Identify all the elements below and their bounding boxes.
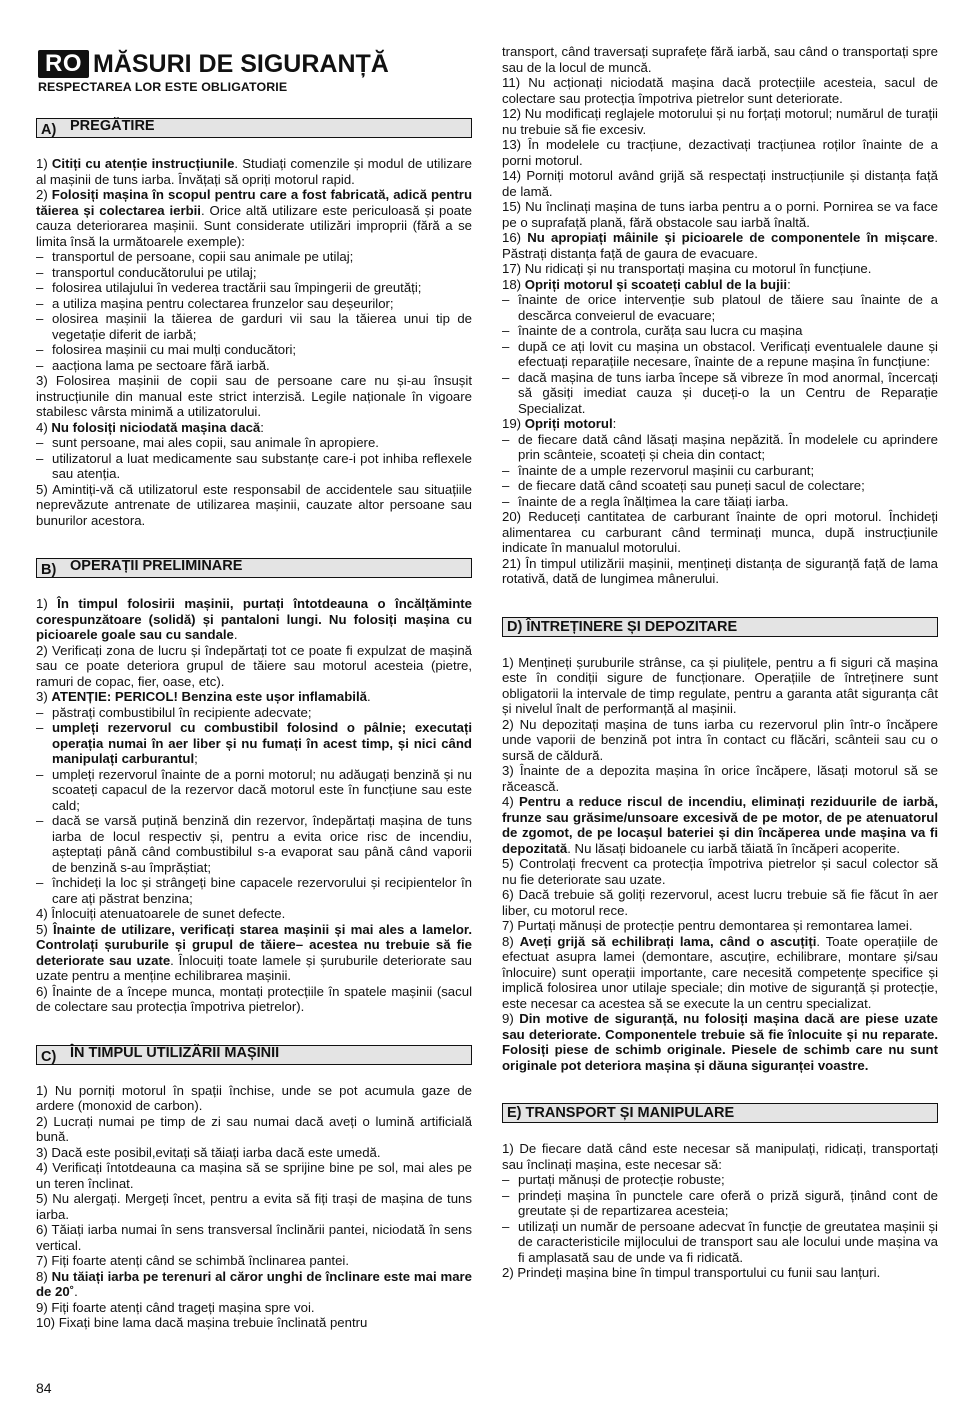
text-run: 5) Nu alergați. Mergeți încet, pentru a evita să fiți trași de mașina de tuns iarba. [36,1191,472,1222]
list-item [36,451,472,482]
paragraph [36,1315,472,1331]
list-item [36,249,472,265]
paragraph [36,643,472,690]
text-run: 2) [36,187,52,202]
text-run: . [233,627,238,642]
section-b-heading [36,558,472,578]
text-run: purtați mănuși de protecție robuste; [518,1172,725,1187]
text-run: umpleți rezervorul înainte de a porni motorul; nu adăugați benzină și nu scoateți capacul de la rezervor dacă motorul este în funcțiune sau este cald; [52,766,472,813]
text-run: . Înlocuiți toate lamele și șuruburile deteriorate sau uzate pentru a menține echilibrarea mașinii. [36,952,472,983]
text-run: de fiecare dată când scoateți sau puneți sacul de colectare; [518,478,865,493]
bold-text: Nu folosiți niciodată mașina dacă [51,419,261,435]
text-run: . [74,1284,78,1299]
text-run: 7) Purtați mănuși de protecție pentru demontarea și remontarea lamei. [502,918,913,933]
paragraph [502,230,938,261]
text-run: 7) Fiți foarte atenți când se schimbă înclinarea pantei. [36,1253,350,1268]
list-item [502,432,938,463]
paragraph [36,373,472,420]
left-column [36,118,472,1331]
text-run: 1) De fiecare dată când este necesar să manipulați, ridicați, transportați sau înclinați mașina, este necesar să: [502,1141,938,1172]
text-run: de fiecare dată când lăsați mașina nepăzită. În modelele cu aprindere prin scânteie, scoateți și cheia din contact; [518,431,938,462]
text-run: . Nu lăsați bidoanele cu iarbă tăiată în încăperi acoperite. [567,840,901,856]
bold-text: Din motive de siguranță, nu folosiți mașina dacă are piese uzate sau deteriorate. Componentele trebuie să fie înlocuite și nu reparate. Folosiți piese de schimb originale. Piesele de schimb care nu sunt originale pot deteriora mașina și dăuna siguranței voastre. [502,1011,938,1073]
text-run: 1) Mențineți șuruburile strânse, ca și piulițele, pentru a fi siguri că mașina este în condiții sigure de funcționare. Operațiile de întreținere sunt obligatorii la intervale de timp regulate, pentru a garanta atât siguranța cât și nivelul înalt de performanță al mașinii. [502,654,938,716]
paragraph [502,887,938,918]
list-item [36,875,472,906]
section-letter: B) [41,562,57,578]
text-run: sunt persoane, mai ales copii, sau animale în apropiere. [52,435,379,450]
text-run: 4) Verificați întotdeauna ca mașina să se sprijine bine pe sol, mai ales pe un teren înclinat. [36,1160,472,1191]
page-title: MĂSURI DE SIGURANȚĂ [93,50,389,78]
paragraph [502,277,938,293]
paragraph [502,918,938,934]
paragraph [502,556,938,587]
text-run: 14) Porniți motorul având grijă să respectați instrucțiunile și distanța față de lamă. [502,168,938,199]
text-run: înainte de a controla, curăța sau lucra cu mașina [518,323,803,338]
section-title: D) ÎNTREȚINERE ȘI DEPOZITARE [507,618,738,635]
paragraph [36,1145,472,1161]
paragraph [502,75,938,106]
text-run: înainte de a umple rezervorul mașinii cu carburant; [518,462,815,478]
page-number: 84 [36,1380,52,1396]
section-letter: A) [41,122,57,138]
paragraph [36,596,472,643]
list-item [502,370,938,417]
list-item [36,705,472,721]
section-e-heading [502,1103,938,1123]
text-run: olosirea mașinii la tăierea de garduri vii sau la tăierea unui tip de vegetație diferit de iarbă; [52,311,472,342]
text-run: 2) Prindeți mașina bine în timpul transportului cu funii sau lanțuri. [502,1265,881,1280]
paragraph [502,106,938,137]
list-item [502,323,938,339]
text-run: 1) Nu porniți motorul în spații închise, unde se pot acumula gaze de ardere (monoxid de carbon). [36,1082,472,1113]
text-run: 16) [502,230,528,245]
text-run: 1) [36,596,58,611]
list-item [36,280,472,296]
text-run: înainte de a regla înălțimea la care tăiați iarba. [518,493,789,509]
section-c-heading [36,1045,472,1065]
bold-text: Nu tăiați iarba pe terenuri al căror unghi de înclinare este mai mare de 20˚ [36,1268,473,1299]
text-run: 3) Folosirea mașinii de copii sau de persoane care nu și-au însușit instrucțiunile din manual este strict interzisă. Legile naționale în vigoare stabilesc vârsta minimă a utilizatorului. [36,373,472,419]
text-run: 18) [502,276,525,292]
right-column [502,44,938,1281]
paragraph [36,1300,472,1316]
list-item [502,1172,938,1188]
paragraph [502,168,938,199]
text-run: 15) Nu înclinați mașina de tuns iarba pentru a o porni. Pornirea se va face pe o suprafață plană, fără obstacole sau iarbă înaltă. [502,199,938,230]
text-run: 17) Nu ridicați și nu transportați mașina cu motorul în funcțiune. [502,261,872,276]
language-badge: RO [38,50,89,78]
paragraph [502,137,938,168]
section-title: ÎN TIMPUL UTILIZĂRII MAȘINII [70,1044,280,1061]
list-item [502,494,938,510]
bold-text: Pentru a reduce riscul de incendiu, eliminați reziduurile de iarbă, frunze sau grăsime/unsoare excesivă de pe motor, de pe atenuatorul de zgomot, de pe locașul bateriei și din încăperea unde mașina va fi depozitată [502,794,939,856]
bold-text: În timpul folosirii mașinii, purtați întotdeauna o încălțăminte corespunzătoare (solidă) și pantaloni lungi. Nu folosiți mașina cu picioarele goale sau cu sandale [36,596,472,642]
paragraph [502,1265,938,1281]
text-run: 8) [502,933,520,949]
list-item [36,311,472,342]
text-run: . Toate operațiile de efectuat asupra lamei (demontare, ascuțire, echilibrare, montare și/sau înlocuire) sunt operații importante, care necesită competențe specifice și implică folosirea unor utilaje speciale; din motive de siguranță și protecție, este necesar ca acestea să se execute la un centru specializat. [502,933,938,1011]
text-run: 19) [502,416,525,431]
list-item [502,1188,938,1219]
section-letter: C) [41,1048,57,1065]
section-b-body [36,596,472,1015]
text-run: 3) [36,689,52,704]
text-run: folosirea utilajului în vederea tractării sau împingerii de greutăți; [52,280,422,295]
paragraph [502,794,938,856]
paragraph [502,655,938,717]
text-run: dacă mașina de tuns iarba începe să vibreze în mod anormal, încercați să găsiți imediat cauza și duceți-o la un Centru de Reparație Specializat. [518,369,938,416]
text-run: transport, când traversați suprafețe fără iarbă, sau când o transportați spre sau de la locul de muncă. [502,44,938,75]
text-run: 2) Lucrați numai pe timp de zi sau numai dacă aveți o lumină artificială bună. [36,1113,472,1144]
paragraph [502,509,938,556]
text-run: 4) [36,419,52,435]
text-run: 13) În modelele cu tracțiune, dezactivați tracțiunea roților înainte de a porni motorul. [502,137,938,168]
text-run: 9) [502,1011,520,1026]
text-run: 8) [36,1268,52,1284]
paragraph [502,416,938,432]
paragraph [36,1114,472,1145]
section-c-body [36,1083,472,1331]
bold-text: Opriți motorul și scoateți cablul de la bujii [524,276,788,292]
bold-text: ATENȚIE: PERICOL! Benzina este ușor inflamabilă [51,689,367,704]
text-run: transportul conducătorului pe utilaj; [52,264,257,280]
section-title: PREGĂTIRE [70,118,155,134]
list-item [36,265,472,281]
paragraph [36,156,472,187]
text-run: 20) Reduceți cantitatea de carburant înainte de opri motorul. Închideți alimentarea cu carburant când terminați munca, după instrucțiunile indicate în manualul motorului. [502,509,938,555]
paragraph [36,1191,472,1222]
text-run: : [260,419,264,435]
text-run: 12) Nu modificați reglajele motorului și nu forțați motorul; numărul de turații nu trebuie să fie excesiv. [502,106,938,137]
text-run: folosirea mașinii cu mai mulți conducători; [52,342,297,357]
text-run: 6) Înainte de a începe munca, montați protecțiile în spatele mașinii (sacul de colectare sau protecția împotriva pietrelor). [36,983,472,1014]
text-run: 9) Fiți foarte atenți când trageți mașina spre voi. [36,1299,315,1315]
text-run: 3) Dacă este posibil,evitați să tăiați iarba dacă este umedă. [36,1144,381,1160]
text-run: : [787,276,791,292]
text-run: transportul de persoane, copii sau animale pe utilaj; [52,249,354,264]
text-run: . Păstrați distanța față de gaura de evacuare. [502,230,938,261]
text-run: 10) Fixați bine lama dacă mașina trebuie înclinată pentru [36,1315,368,1330]
text-run: 6) Tăiați iarba numai în sens transversal înclinării pantei, niciodată în sens vertical. [36,1222,472,1253]
paragraph [502,199,938,230]
paragraph [36,689,472,705]
paragraph [502,44,938,75]
list-item [502,1219,938,1266]
list-item [36,720,472,767]
list-item [502,292,938,323]
bold-text: Aveți grijă să echilibrați lama, când o ascuțiți [519,933,817,949]
text-run: 2) Nu depozitați mașina de tuns iarba cu rezervorul plin într-o încăpere unde vaporii de benzină pot intra în contact cu flăcări, scânteii sau cu o sursă de căldură. [502,716,938,763]
text-run: utilizați un număr de persoane adecvat în funcție de greutatea mașinii și de caracteristicile mijlocului de transport sau ale locului unde mașina va fi amplasată sau de unde va fi ridicată. [518,1218,938,1265]
paragraph [36,984,472,1015]
section-title: OPERAȚII PRELIMINARE [70,558,243,574]
bold-text: Opriți motorul [524,416,613,431]
paragraph [502,717,938,764]
paragraph [36,906,472,922]
text-run: ; [194,751,198,766]
paragraph [502,856,938,887]
text-run: a utiliza mașina pentru colectarea frunzelor sau deșeurilor; [52,295,394,311]
paragraph [502,1141,938,1172]
list-item [36,342,472,358]
text-run: 4) Înlocuiți atenuatoarele de sunet defecte. [36,906,286,921]
text-run: 21) În timpul utilizării mașinii, mențineți distanța de siguranță față de lama rotativă, dată de lungimea mânerului. [502,555,938,586]
text-run: 5) Amintiți-vă că utilizatorul este responsabil de accidentele sau situațiile neprevăzute antrenate de utilizarea mașinii, cauzate altor persoane sau bunurilor acestora. [36,481,472,528]
text-run: 2) Verificați zona de lucru și îndepărtați tot ce poate fi expulzat de mașină sau ce poate deteriora grupul de tăiere sau motorul acesteia (pietre, ramuri de copac, fier, oase, etc). [36,642,472,689]
section-title: E) TRANSPORT ȘI MANIPULARE [507,1105,735,1121]
page-subtitle: RESPECTAREA LOR ESTE OBLIGATORIE [38,80,288,94]
list-item [502,478,938,494]
paragraph [36,1269,472,1300]
paragraph [36,1253,472,1269]
text-run: prindeți mașina în punctele care oferă o priză sigură, ținând cont de greutate și de repartizarea acesteia; [518,1187,938,1218]
text-run: . Studiați comenzile și modul de utilizare al mașinii de tuns iarba. Învățați să opriți motorul rapid. [36,156,472,187]
bold-text: Înainte de utilizare, verificați starea mașinii și mai ales a lamelor. Controlați șuruburile și grupul de tăiere– acestea nu trebuie să fie deteriorate sau uzate [36,921,473,968]
list-item [36,435,472,451]
section-d-body [502,655,938,1074]
text-run: 4) [502,794,519,809]
text-run: după ce ați lovit cu mașina un obstacol. Verificați eventualele daune și efectuați reparațiile necesare, înainte de a repune mașina în funcțiune: [518,338,938,369]
list-item [502,339,938,370]
text-run: . [366,689,371,704]
list-item [502,463,938,479]
text-run: închideți la loc și strângeți bine capacele rezervorului și recipientelor în care ați păstrat benzina; [52,875,472,906]
paragraph [502,261,938,277]
text-run: dacă se varsă puțină benzină din rezervor, îndepărtați mașina de tuns iarba de locul respectiv și, pentru a evita orice risc de incendiu, așteptați până când combustibilul s-a evaporat sau până când vaporii de benzină s-au împrăștiat; [52,813,472,875]
text-run: utilizatorul a luat medicamente sau substanțe care-i pot inhiba reflexele sau atenția. [52,450,472,481]
paragraph [36,1083,472,1114]
text-run: 11) Nu acționați niciodată mașina dacă protecțiile acesteia, sacul de colectare sau protecția împotriva pietrelor sunt deteriorate. [502,75,938,106]
section-a-heading [36,118,472,138]
text-run: aacționa lama pe sectoare fără iarbă. [52,357,270,373]
section-a-body [36,156,472,528]
bold-text: Folosiți mașina în scopul pentru care a fost fabricată, adică pentru tăierea și colectarea ierbii [36,187,472,218]
paragraph [502,934,938,1012]
paragraph [36,1160,472,1191]
paragraph [36,187,472,249]
paragraph [502,763,938,794]
text-run: 1) [36,156,52,171]
bold-text: Nu apropiați mâinile și picioarele de componentele în mișcare [527,230,935,245]
paragraph [36,922,472,984]
paragraph [36,1222,472,1253]
paragraph [36,482,472,529]
section-e-body [502,1141,938,1281]
list-item [36,296,472,312]
text-run: păstrați combustibilul în recipiente adecvate; [52,704,312,720]
text-run: înainte de orice intervenție sub platoul de tăiere sau înainte de a descărca conveierul de evacuare; [518,292,938,323]
section-c-continued [502,44,938,587]
paragraph [36,420,472,436]
list-item [36,813,472,875]
list-item [36,767,472,814]
text-run: . Orice altă utilizare este periculoasă și poate cauza deteriorarea mașinii. Sunt considerate utilizări improprii (fără a se limita însă la următoarele exemple): [36,202,472,249]
paragraph [502,1011,938,1073]
section-d-heading [502,617,938,637]
bold-text: umpleți rezervorul cu combustibil folosind o pâlnie; executați operația numai în aer liber și nu fumați în acest timp, și nici când manipulați carburantul [52,720,472,766]
bold-text: Citiți cu atenție instrucțiunile [51,156,235,171]
text-run: 5) [36,921,53,937]
text-run: 3) Înainte de a depozita mașina în orice încăpere, lăsați motorul să se răcească. [502,763,938,794]
text-run: : [612,416,617,431]
text-run: 5) Controlați frecvent ca protecția împotriva pietrelor și sacul colector să nu fie deteriorate sau uzate. [502,856,938,887]
text-run: 6) Dacă trebuie să goliți rezervorul, acest lucru trebuie să fie făcut în aer liber, cu motorul rece. [502,887,938,918]
list-item [36,358,472,374]
page-header [38,50,478,94]
